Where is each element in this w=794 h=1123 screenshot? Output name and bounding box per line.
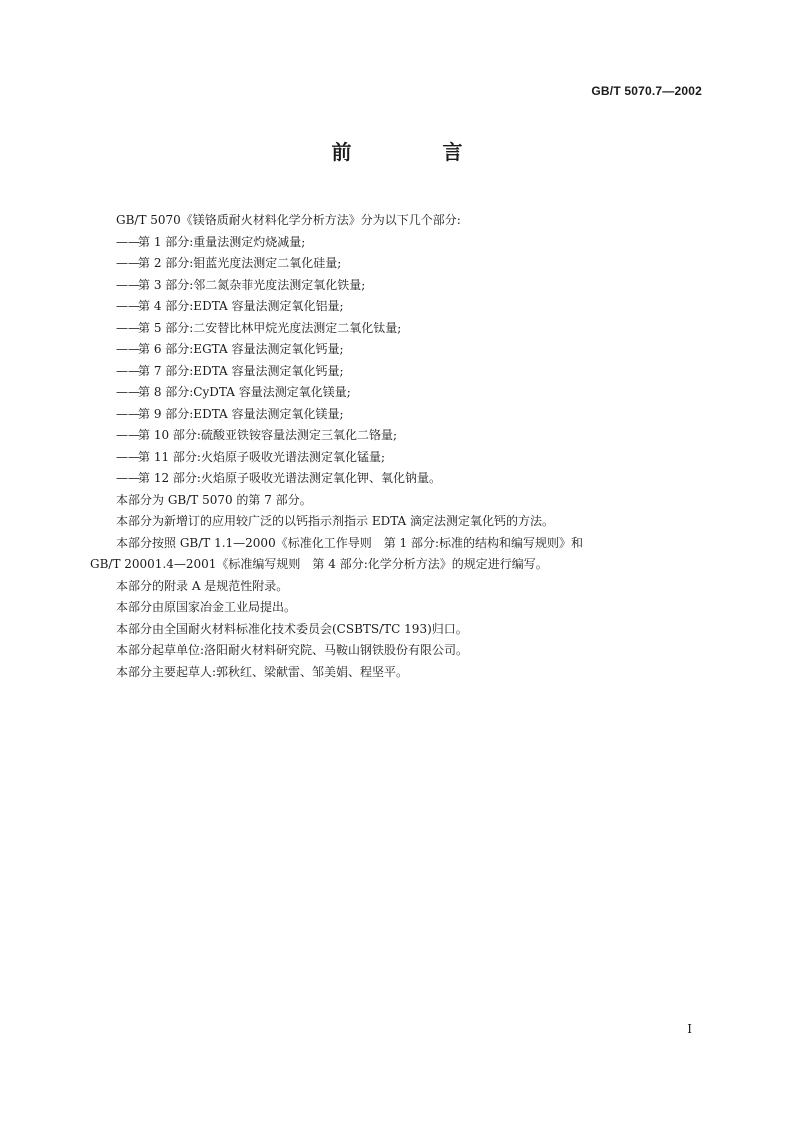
list-item-text: 第 1 部分:重量法测定灼烧减量; [138, 234, 306, 249]
dash-mark: —— [116, 277, 140, 292]
dash-mark: —— [116, 299, 140, 313]
dash-mark: —— [116, 385, 140, 399]
dash-mark: —— [116, 342, 140, 356]
list-item-text: 第 5 部分:二安替比林甲烷光度法测定二氧化钛量; [138, 320, 402, 335]
list-item-text: 第 9 部分:EDTA 容量法测定氧化镁量; [138, 406, 344, 421]
document-body [90, 210, 706, 683]
paragraph: 本部分由原国家冶金工业局提出。 [116, 600, 297, 614]
dash-mark: —— [116, 234, 140, 249]
list-item [90, 425, 706, 447]
list-item [90, 232, 706, 254]
paragraph: 本部分为新增订的应用较广泛的以钙指示剂指示 EDTA 滴定法测定氧化钙的方法。 [116, 514, 555, 528]
list-item-text: 第 8 部分:CyDTA 容量法测定氧化镁量; [138, 385, 351, 399]
list-item [90, 296, 706, 318]
paragraph: 本部分由全国耐火材料标准化技术委员会(CSBTS/TC 193)归口。 [116, 621, 468, 636]
paragraph: 本部分起草单位:洛阳耐火材料研究院、马鞍山钢铁股份有限公司。 [116, 643, 469, 657]
paragraph: 本部分按照 GB/T 1.1—2000《标准化工作导则 第 1 部分:标准的结构和编写规则》和 [116, 535, 584, 550]
list-item [90, 275, 706, 297]
list-item-text: 第 3 部分:邻二氮杂菲光度法测定氧化铁量; [138, 277, 366, 292]
list-item-text: 第 4 部分:EDTA 容量法测定氧化铝量; [138, 299, 344, 313]
standard-code: GB/T 5070.7—2002 [591, 84, 702, 98]
page-title: 前 言 [331, 140, 505, 164]
dash-mark: —— [116, 256, 140, 270]
list-item [90, 318, 706, 340]
list-item-text: 第 6 部分:EGTA 容量法测定氧化钙量; [138, 342, 344, 356]
dash-mark: —— [116, 406, 140, 421]
list-item-text: 第 12 部分:火焰原子吸收光谱法测定氧化钾、氧化钠量。 [138, 471, 441, 485]
list-item-text: 第 2 部分:钼蓝光度法测定二氧化硅量; [138, 256, 342, 270]
list-item [90, 253, 706, 275]
list-item-text: 第 11 部分:火焰原子吸收光谱法测定氧化锰量; [138, 449, 385, 464]
paragraph: 本部分主要起草人:郭秋红、梁献雷、邹美娟、程坚平。 [116, 664, 409, 679]
dash-mark: —— [116, 449, 140, 464]
list-item-text: 第 10 部分:硫酸亚铁铵容量法测定三氧化二铬量; [138, 428, 397, 442]
dash-mark: —— [116, 320, 140, 335]
page-number: I [687, 1022, 692, 1036]
list-item [90, 361, 706, 383]
paragraph: 本部分为 GB/T 5070 的第 7 部分。 [116, 492, 312, 507]
paragraph: 本部分的附录 A 是规范性附录。 [116, 578, 289, 593]
list-item [90, 339, 706, 361]
list-item [90, 468, 706, 490]
list-item [90, 382, 706, 404]
intro-text: GB/T 5070《镁铬质耐火材料化学分析方法》分为以下几个部分: [116, 213, 461, 227]
paragraph-continuation: GB/T 20001.4—2001《标准编写规则 第 4 部分:化学分析方法》的规定进行编写。 [90, 557, 548, 571]
list-item [90, 447, 706, 469]
dash-mark: —— [116, 428, 140, 442]
list-item [90, 404, 706, 426]
dash-mark: —— [116, 471, 140, 485]
list-item-text: 第 7 部分:EDTA 容量法测定氧化钙量; [138, 363, 344, 378]
dash-mark: —— [116, 363, 140, 378]
